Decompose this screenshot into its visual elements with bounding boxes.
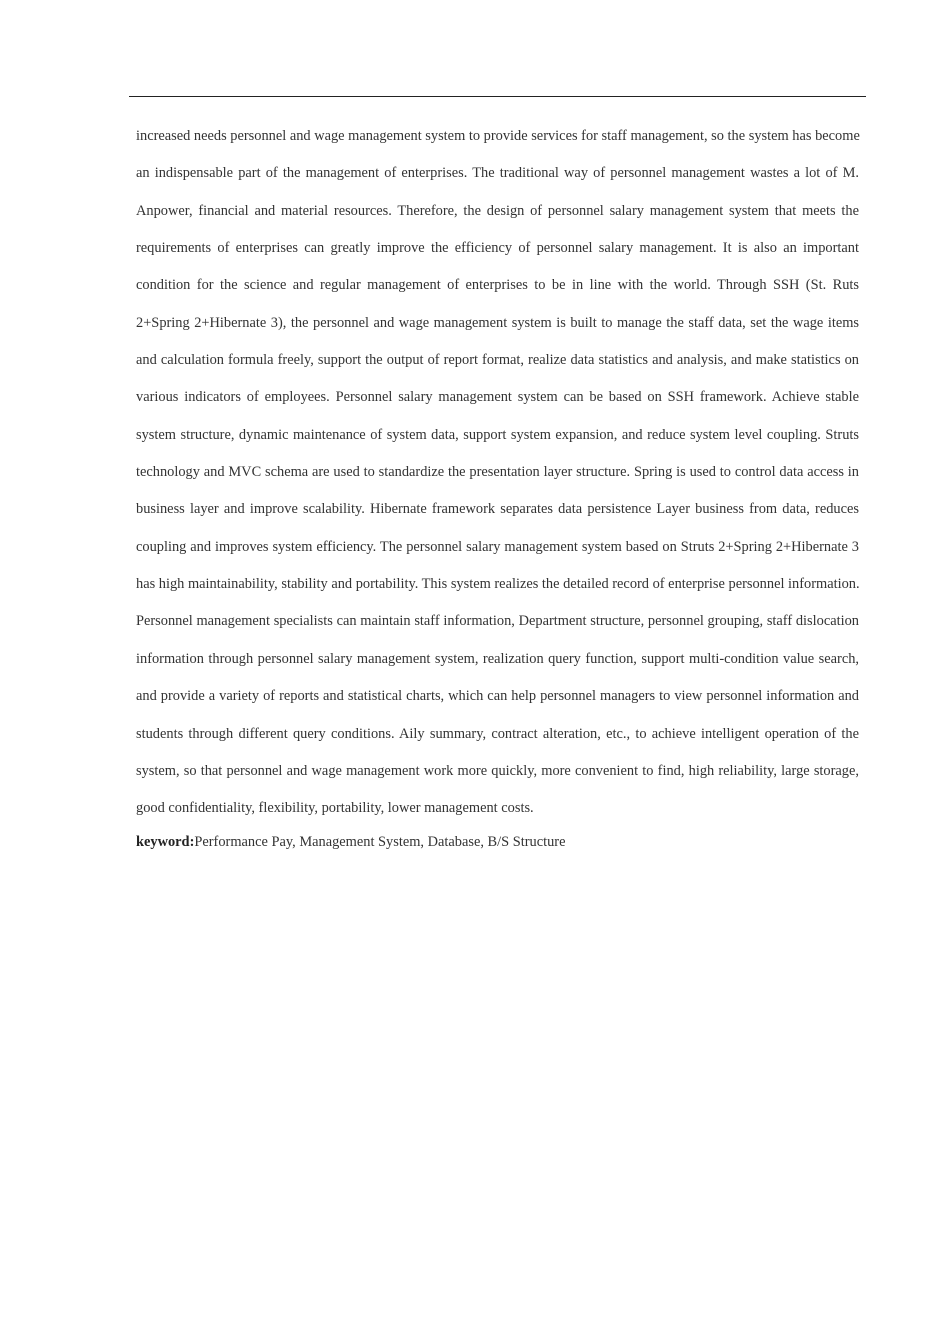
keywords-label: keyword:	[136, 834, 195, 850]
abstract-line-2: an indispensable part of the management of enterprises. The traditional way of personnel management wastes a lot of M.	[136, 165, 859, 182]
abstract-line-16: and provide a variety of reports and statistical charts, which can help personnel managers to view personnel information and	[136, 688, 859, 705]
abstract-line-10: technology and MVC schema are used to standardize the presentation layer structure. Spring is used to control data access in	[136, 464, 859, 481]
abstract-line-6: 2+Spring 2+Hibernate 3), the personnel and wage management system is built to manage the staff data, set the wage items	[136, 314, 859, 331]
abstract-line-4: requirements of enterprises can greatly improve the efficiency of personnel salary management. It is also an important	[136, 240, 859, 257]
abstract-line-5: condition for the science and regular management of enterprises to be in line with the world. Through SSH (St. Ruts	[136, 277, 859, 294]
abstract-line-11: business layer and improve scalability. Hibernate framework separates data persistence Layer business from data, reduces	[136, 501, 859, 518]
abstract-line-7: and calculation formula freely, support the output of report format, realize data statistics and analysis, and make statistics on	[136, 352, 859, 369]
abstract-line-15: information through personnel salary management system, realization query function, support multi-condition value search,	[136, 650, 859, 667]
keywords-line	[136, 829, 566, 855]
abstract-line-19: good confidentiality, flexibility, portability, lower management costs.	[136, 800, 534, 817]
header-rule	[129, 96, 866, 97]
abstract-line-12: coupling and improves system efficiency. The personnel salary management system based on Struts 2+Spring 2+Hibernate 3	[136, 538, 859, 555]
abstract-line-1: increased needs personnel and wage management system to provide services for staff management, so the system has become	[136, 128, 860, 144]
abstract-line-3: Anpower, financial and material resources. Therefore, the design of personnel salary management system that meets the	[136, 202, 859, 219]
abstract-line-14: Personnel management specialists can maintain staff information, Department structure, personnel grouping, staff dislocation	[136, 613, 859, 630]
abstract-line-17: students through different query conditions. Aily summary, contract alteration, etc., to achieve intelligent operation of the	[136, 725, 859, 742]
abstract-line-18: system, so that personnel and wage management work more quickly, more convenient to find, high reliability, large storage,	[136, 762, 859, 779]
abstract-paragraph	[136, 118, 859, 828]
keywords-value: Performance Pay, Management System, Database, B/S Structure	[194, 834, 566, 850]
abstract-line-13: has high maintainability, stability and portability. This system realizes the detailed record of enterprise personnel information.	[136, 576, 860, 593]
abstract-line-9: system structure, dynamic maintenance of system data, support system expansion, and reduce system level coupling. Struts	[136, 426, 859, 443]
abstract-line-8: various indicators of employees. Personnel salary management system can be based on SSH framework. Achieve stable	[136, 389, 859, 406]
